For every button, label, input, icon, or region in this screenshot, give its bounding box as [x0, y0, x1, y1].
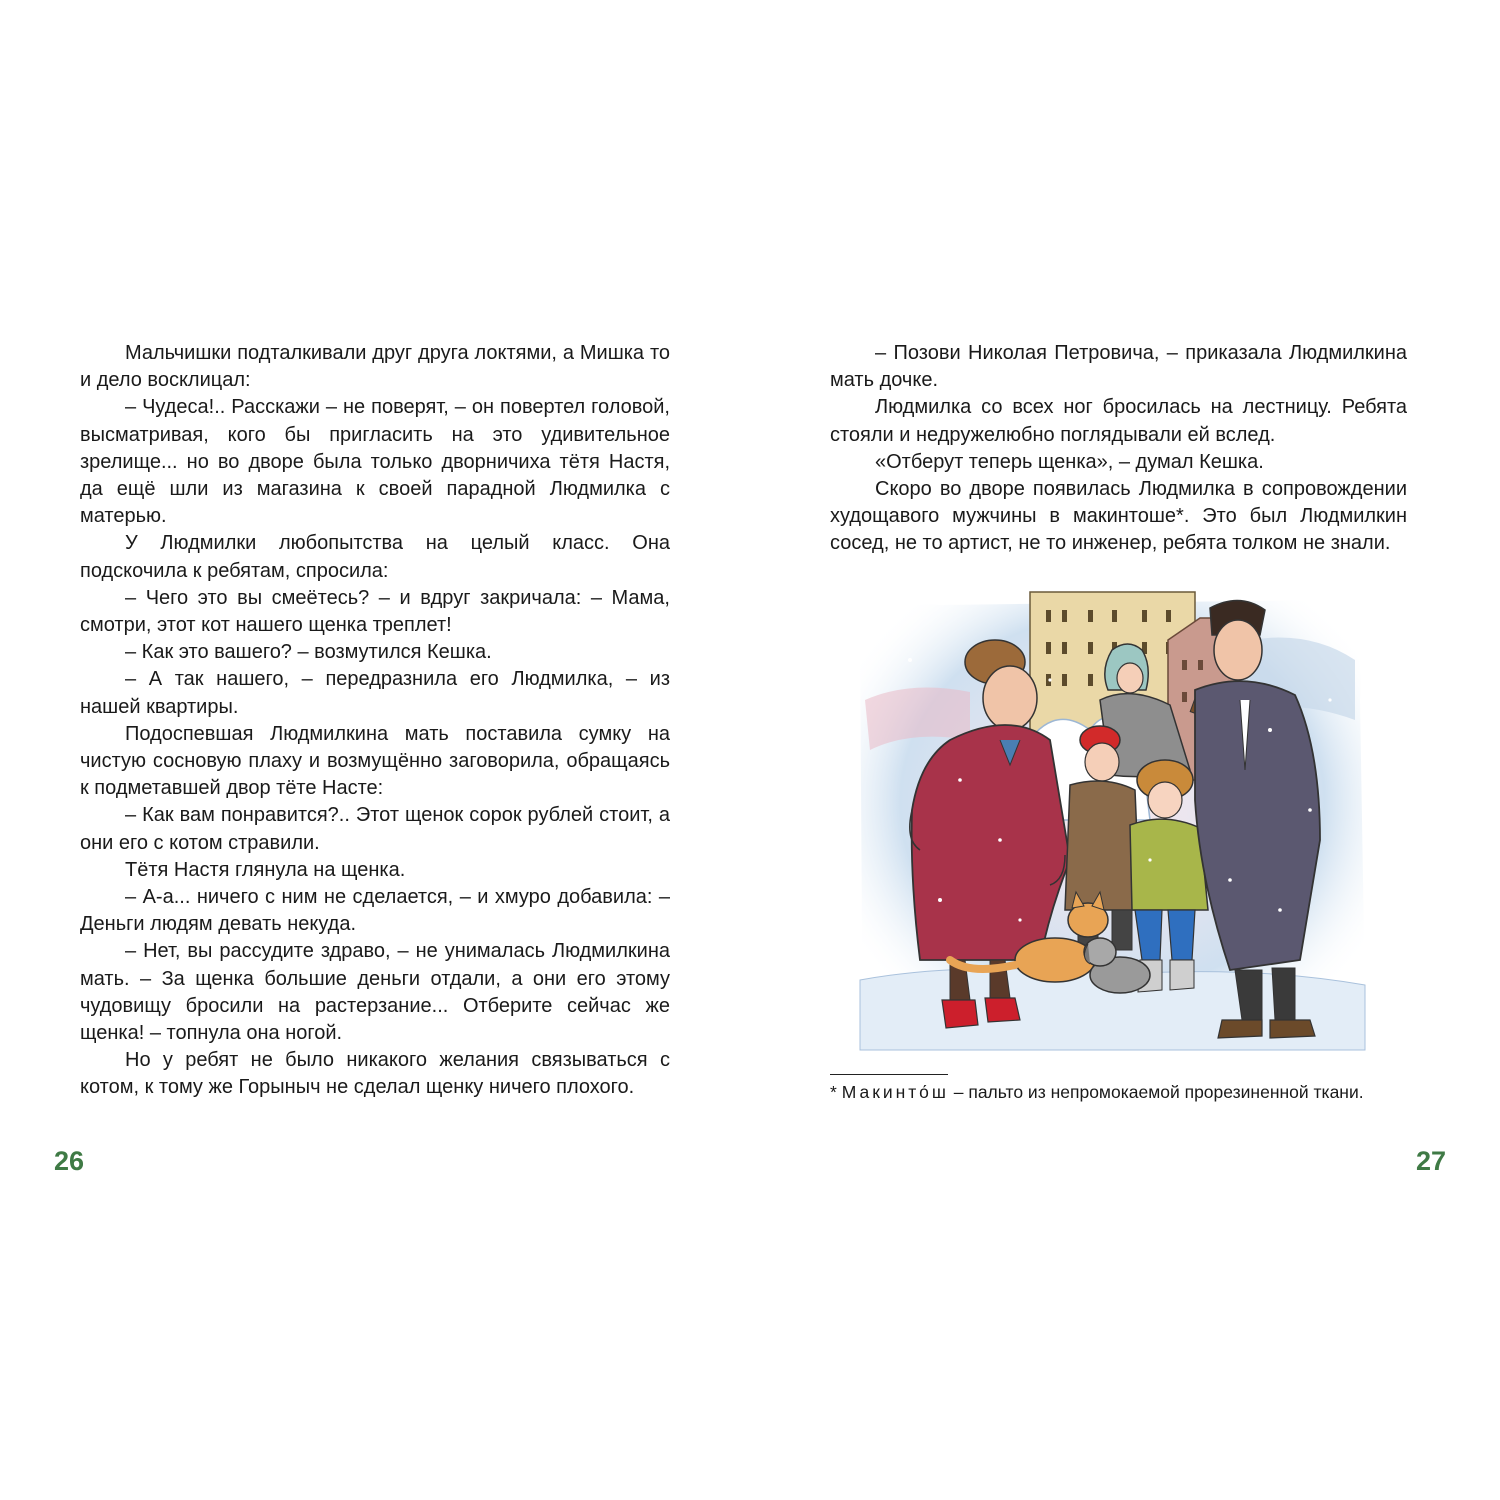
paragraph: У Людмилки любопытства на целый класс. Она подскочила к ребятам, спросила: — [80, 532, 670, 582]
footnote-marker: * — [830, 1082, 842, 1102]
paragraph: – Чудеса!.. Расскажи – не поверят, – он повертел головой, высматривая, кого бы пригласить на это удивительное зрелище... но во дворе была только дворничиха тётя Настя, да ещё шли из магазина к своей парадной Людмилка с матерью. — [80, 396, 670, 528]
paragraph: – Нет, вы рассудите здраво, – не унималась Людмилкина мать. – За щенка большие деньги отдали, а они его этому чудовищу бросили на растерзание... Отберите сейчас же щенка! – топнула она ногой. — [80, 940, 670, 1045]
footnote-term: Макинто́ш — [841, 1082, 949, 1102]
left-page-text — [80, 340, 670, 1102]
paragraph: Мальчишки подталкивали друг друга локтями, а Мишка то и дело восклицал: — [80, 342, 670, 392]
paragraph: Людмилка со всех ног бросилась на лестницу. Ребята стояли и недружелюбно поглядывали ей вслед. — [830, 396, 1407, 446]
paragraph: – Как вам понравится?.. Этот щенок сорок рублей стоит, а они его с котом стравили. — [80, 804, 670, 854]
footnote-divider — [830, 1074, 948, 1075]
paragraph: – Как это вашего? – возмутился Кешка. — [125, 641, 492, 664]
page-number-right: 27 — [1415, 1146, 1446, 1176]
page-number-left: 26 — [54, 1146, 85, 1176]
footnote-definition: – пальто из непромокаемой прорезиненной ткани. — [948, 1082, 1364, 1102]
paragraph: – А-а... ничего с ним не сделается, – и хмуро добавила: – Деньги людям девать некуда. — [80, 886, 670, 936]
paragraph: Но у ребят не было никакого желания связываться с котом, к тому же Горыныч не сделал щенку ничего плохого. — [80, 1049, 670, 1099]
paragraph: «Отберут теперь щенка», – думал Кешка. — [875, 450, 1264, 473]
paragraph: – Чего это вы смеётесь? – и вдруг закричала: – Мама, смотри, этот кот нашего щенка треплет! — [80, 586, 670, 637]
paragraph: – А так нашего, – передразнила его Людмилка, – из нашей квартиры. — [80, 668, 670, 718]
paragraph: – Позови Николая Петровича, – приказала Людмилкина мать дочке. — [830, 342, 1407, 392]
footnote — [830, 1080, 1407, 1105]
paragraph: Скоро во дворе появилась Людмилка в сопровождении худощавого мужчины в макинтоше*. Это был Людмилкин сосед, не то артист, не то инженер, ребята толком не знали. — [830, 478, 1407, 555]
right-page-text — [830, 340, 1407, 558]
paragraph: Подоспевшая Людмилкина мать поставила сумку на чистую сосновую плаху и возмущённо заговорила, обращаясь к подметавшей двор тёте Насте: — [80, 722, 670, 800]
paragraph: Тётя Настя глянула на щенка. — [125, 858, 406, 881]
story-illustration — [850, 580, 1370, 1060]
